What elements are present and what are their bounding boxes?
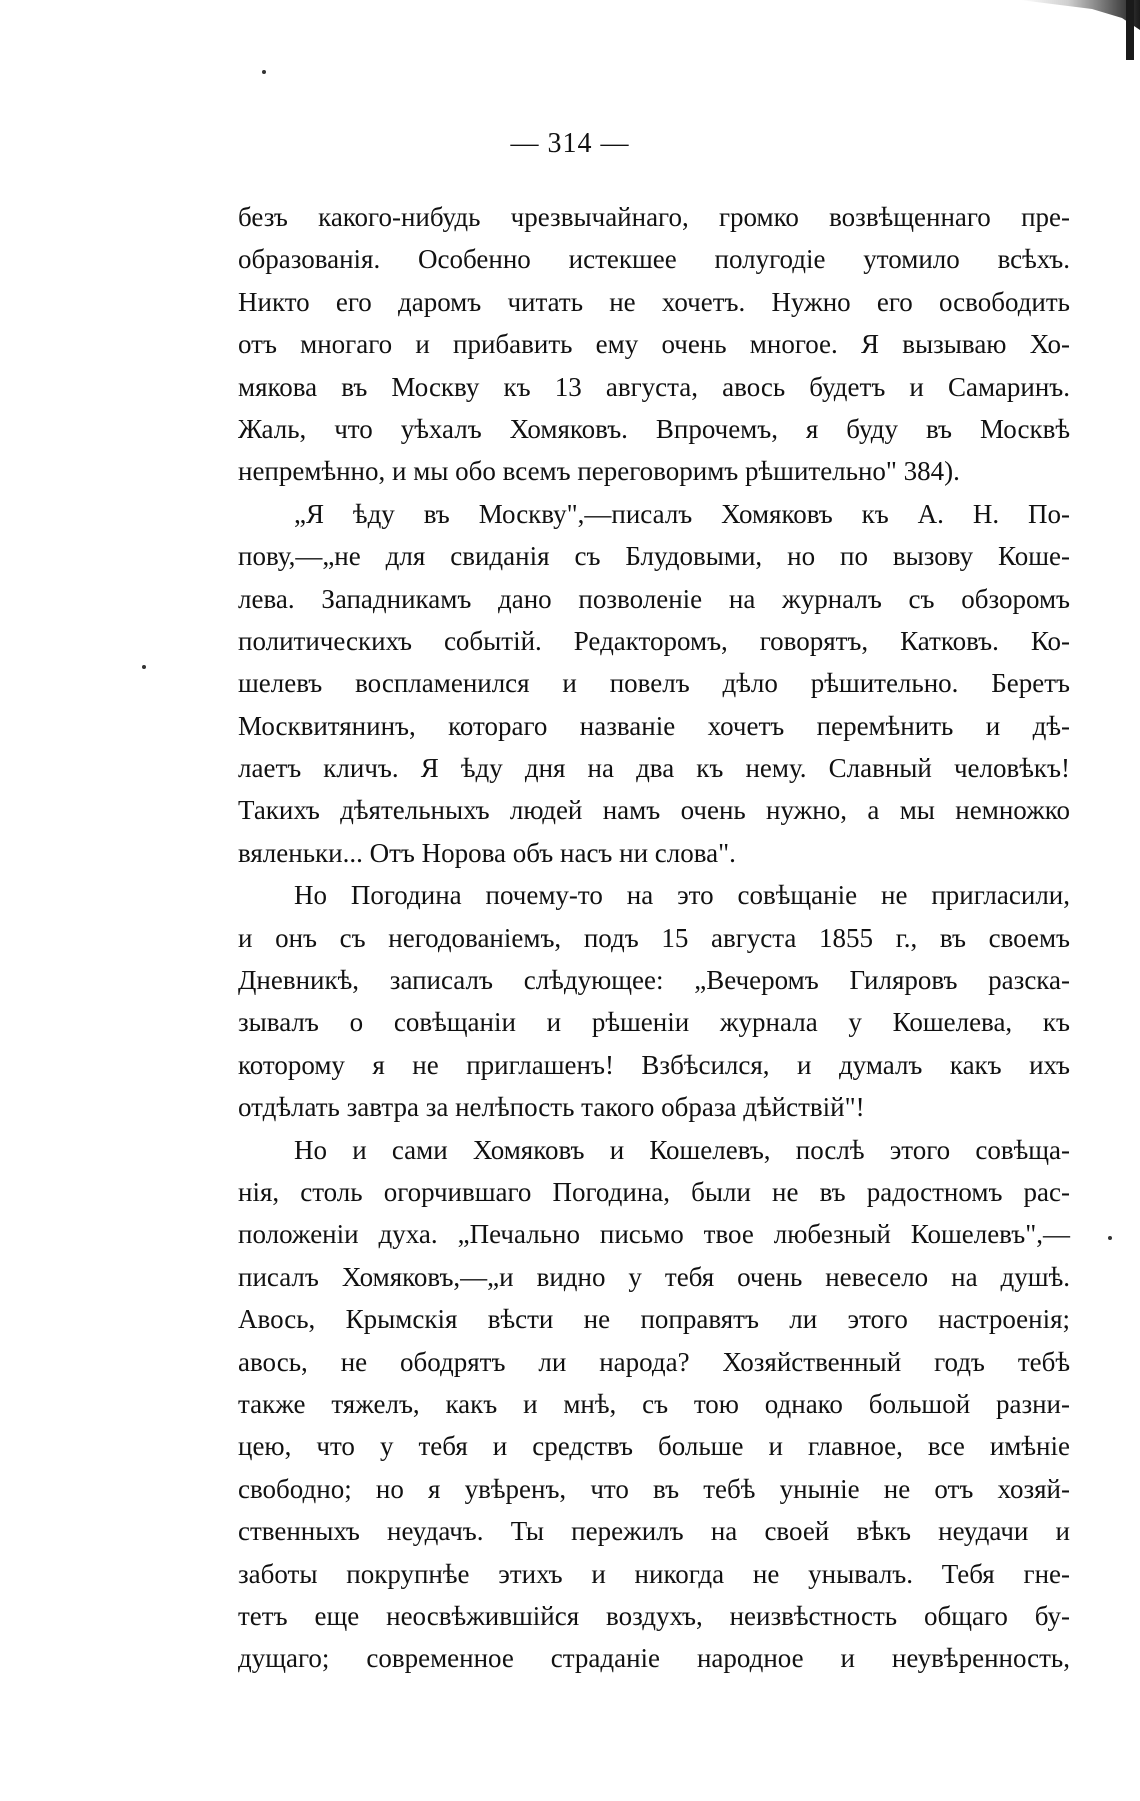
text-line: которому я не приглашенъ! Взбѣсился, и думалъ какъ ихъ xyxy=(238,1049,1070,1080)
text-line: зывалъ о совѣщаніи и рѣшеніи журнала у Кошелева, къ xyxy=(238,1007,1070,1038)
scan-edge-mark xyxy=(1020,0,1140,30)
text-line: Такихъ дѣятельныхъ людей намъ очень нужно, а мы немножко xyxy=(238,795,1070,826)
text-line: цею, что у тебя и средствъ больше и главное, все имѣніе xyxy=(238,1431,1070,1462)
text-line: лаетъ кличъ. Я ѣду дня на два къ нему. Славный человѣкъ! xyxy=(238,753,1070,784)
text-line: политическихъ событій. Редакторомъ, говорятъ, Катковъ. Ко- xyxy=(238,625,1070,656)
text-line: нія, столь огорчившаго Погодина, были не въ радостномъ рас- xyxy=(238,1176,1070,1207)
text-line: безъ какого-нибудь чрезвычайнаго, громко возвѣщеннаго пре- xyxy=(238,202,1070,232)
scan-speck xyxy=(262,70,266,74)
text-line: образованія. Особенно истекшее полугодіе утомило всѣхъ. xyxy=(238,244,1070,275)
text-line: Москвитянинъ, котораго названіе хочетъ перемѣнить и дѣ- xyxy=(238,710,1070,741)
text-line: положеніи духа. „Печально письмо твое любезный Кошелевъ",— xyxy=(238,1219,1070,1250)
scan-speck xyxy=(142,665,146,669)
text-line: непремѣнно, и мы обо всемъ переговоримъ рѣшительно" 384). xyxy=(238,456,960,487)
text-line: лева. Западникамъ дано позволеніе на журналъ съ обзоромъ xyxy=(238,583,1070,614)
text-line: свободно; но я увѣренъ, что въ тебѣ уныніе не отъ хозяй- xyxy=(238,1473,1070,1504)
text-line: дущаго; современное страданіе народное и неувѣренность, xyxy=(238,1643,1070,1674)
scan-speck xyxy=(1108,1236,1112,1240)
text-line: Жаль, что уѣхалъ Хомяковъ. Впрочемъ, я буду въ Москвѣ xyxy=(238,413,1070,444)
text-line: шелевъ воспламенился и повелъ дѣло рѣшительно. Беретъ xyxy=(238,668,1070,699)
text-line: отъ многаго и прибавить ему очень многое. Я вызываю Хо- xyxy=(238,329,1070,360)
text-line: отдѣлать завтра за нелѣпость такого образа дѣйствій"! xyxy=(238,1092,865,1123)
scan-edge-bar xyxy=(1126,0,1134,60)
body-text xyxy=(238,196,1070,1680)
text-line: писалъ Хомяковъ,—„и видно у тебя очень невесело на душѣ. xyxy=(238,1261,1070,1292)
text-line: Авось, Крымскія вѣсти не поправятъ ли этого настроенія; xyxy=(238,1304,1070,1335)
text-line: Но и сами Хомяковъ и Кошелевъ, послѣ этого совѣща- xyxy=(294,1134,1070,1165)
text-line: вяленьки... Отъ Норова объ насъ ни слова". xyxy=(238,837,736,868)
text-line: мякова въ Москву къ 13 августа, авось будетъ и Самаринъ. xyxy=(238,371,1070,402)
text-line: Никто его даромъ читать не хочетъ. Нужно его освободить xyxy=(238,286,1070,317)
text-line: Но Погодина почему-то на это совѣщаніе не пригласили, xyxy=(294,880,1070,911)
text-line: пову,—„не для свиданія съ Блудовыми, но по вызову Коше- xyxy=(238,541,1070,572)
text-line: ственныхъ неудачъ. Ты пережилъ на своей вѣкъ неудачи и xyxy=(238,1516,1070,1547)
text-line: авось, не ободрятъ ли народа? Хозяйственный годъ тебѣ xyxy=(238,1346,1070,1377)
text-line: заботы покрупнѣе этихъ и никогда не унывалъ. Тебя гне- xyxy=(238,1558,1070,1589)
text-line: „Я ѣду въ Москву",—писалъ Хомяковъ къ А. Н. По- xyxy=(294,498,1070,529)
text-line: Дневникѣ, записалъ слѣдующее: „Вечеромъ Гиляровъ разска- xyxy=(238,965,1070,996)
page-number: — 314 — xyxy=(510,128,630,159)
text-line: также тяжелъ, какъ и мнѣ, съ тою однако большой разни- xyxy=(238,1388,1070,1419)
text-line: и онъ съ негодованіемъ, подъ 15 августа 1855 г., въ своемъ xyxy=(238,922,1070,953)
text-line: тетъ еще неосвѣжившійся воздухъ, неизвѣстность общаго бу- xyxy=(238,1600,1070,1631)
